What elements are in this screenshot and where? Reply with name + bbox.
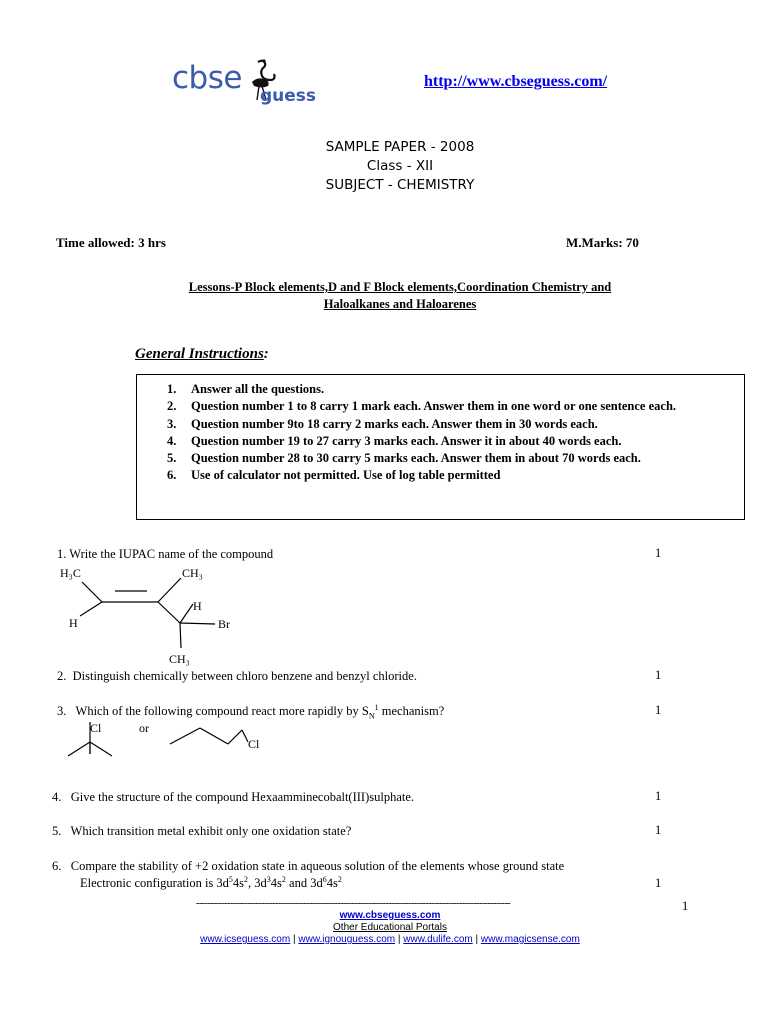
footer-divider: --------------------------------------------------------------------------------------------------------------- — [196, 898, 511, 909]
lessons-line-1: Lessons-P Block elements,D and F Block elements,Coordination Chemistry and — [188, 280, 612, 294]
label-ch3-top: CH₃ — [182, 566, 203, 580]
question-6-mark: 1 — [655, 876, 662, 890]
footer-link-magicsense[interactable]: www.magicsense.com — [480, 934, 580, 945]
instruction-number: 4. — [167, 433, 177, 448]
question-3-mark: 1 — [655, 703, 662, 717]
question-text: Electronic configuration is 3d — [80, 876, 229, 890]
question-text-end: mechanism? — [378, 704, 445, 718]
instruction-number: 6. — [167, 468, 177, 483]
question-4 — [52, 789, 414, 805]
question-6-line-2: Electronic configuration is $3d^54s^2$, $3d^34s^2$ and $3d^64s^2$ — [80, 874, 342, 890]
footer-main-link[interactable]: www.cbseguess.com — [339, 910, 441, 921]
question-number: 4. — [52, 790, 62, 804]
superscript: 1 — [374, 702, 379, 712]
footer — [0, 910, 768, 946]
subscript: N — [368, 711, 375, 721]
max-marks: M.Marks: 70 — [566, 235, 639, 250]
instruction-number: 3. — [167, 416, 177, 431]
question-2 — [57, 668, 417, 684]
question-4-mark: 1 — [655, 789, 662, 803]
question-number: 3. — [57, 704, 67, 718]
instruction-item — [167, 381, 727, 398]
instructions-box — [136, 374, 745, 520]
question-2-mark: 1 — [655, 668, 662, 682]
instruction-number: 2. — [167, 399, 177, 414]
page-number: 1 — [682, 899, 689, 913]
footer-link-icseguess[interactable]: www.icseguess.com — [200, 934, 291, 945]
lessons-line-2: Haloalkanes and Haloarenes — [323, 297, 477, 311]
label-h3c: H₃C — [60, 566, 81, 580]
instruction-text: Question number 9to 18 carry 2 marks each. Answer them in 30 words each. — [191, 416, 598, 431]
instruction-number: 5. — [167, 451, 177, 466]
question-5 — [52, 823, 351, 839]
label-or: or — [139, 721, 149, 735]
question-text: Which transition metal exhibit only one oxidation state? — [70, 824, 352, 838]
title-line-3: SUBJECT - CHEMISTRY — [325, 177, 475, 193]
structure-1-bonds — [80, 578, 215, 648]
general-instructions-label: General Instructions — [135, 346, 264, 362]
footer-link-ignouguess[interactable]: www.ignouguess.com — [298, 934, 396, 945]
label-h-right: H — [193, 599, 202, 613]
question-number: 2. — [57, 669, 67, 683]
instruction-item — [167, 398, 727, 415]
instruction-text: Question number 19 to 27 carry 3 marks each. Answer it in about 40 words each. — [191, 433, 622, 448]
label-ch3-bottom: CH₃ — [169, 652, 190, 666]
instruction-number: 1. — [167, 382, 177, 396]
time-allowed: Time allowed: 3 hrs — [56, 235, 166, 250]
instruction-item — [167, 450, 727, 467]
question-text: Distinguish chemically between chloro benzene and benzyl chloride. — [72, 669, 417, 683]
question-number: 5. — [52, 824, 62, 838]
instructions-list — [167, 381, 727, 485]
footer-links — [0, 934, 768, 946]
instruction-text: Question number 28 to 30 carry 5 marks each. Answer them in about 70 words each. — [191, 451, 641, 466]
footer-separator: | — [292, 934, 296, 945]
site-url-link[interactable]: http://www.cbseguess.com/ — [424, 73, 608, 90]
label-cl-left: Cl — [90, 721, 102, 735]
general-instructions-title: General Instructions: — [135, 346, 269, 362]
question-text: Compare the stability of +2 oxidation state in aqueous solution of the elements whose ground state — [70, 859, 565, 873]
title-line-1: SAMPLE PAPER - 2008 — [325, 139, 475, 155]
label-h-left: H — [69, 616, 78, 630]
structure-3-diagram — [60, 716, 280, 776]
question-text: Which of the following compound react more rapidly by S — [75, 704, 369, 718]
question-5-mark: 1 — [655, 823, 662, 837]
lessons-heading — [120, 279, 680, 313]
question-number: 6. — [52, 859, 62, 873]
instruction-text: Use of calculator not permitted. Use of log table permitted — [191, 468, 501, 483]
question-1-mark: 1 — [655, 546, 662, 560]
question-6 — [52, 858, 564, 874]
footer-link-dulife[interactable]: www.dulife.com — [403, 934, 473, 945]
question-number: 1. — [57, 547, 67, 561]
footer-separator: | — [397, 934, 401, 945]
footer-separator: | — [475, 934, 479, 945]
instruction-item — [167, 467, 727, 484]
instruction-item — [167, 416, 727, 433]
paper-title — [0, 138, 768, 195]
structure-1-diagram — [55, 560, 255, 672]
instruction-text: Answer all the questions. — [191, 382, 325, 396]
instruction-text: Question number 1 to 8 carry 1 mark each. Answer them in one word or one sentence each. — [191, 399, 677, 414]
instruction-item — [167, 433, 727, 450]
logo-text-main: cbse — [172, 60, 242, 96]
footer-portals-label: Other Educational Portals — [333, 922, 447, 933]
label-cl-right: Cl — [248, 737, 260, 751]
question-text: Give the structure of the compound Hexaamminecobalt(III)sulphate. — [70, 790, 415, 804]
logo-text-sub: guess — [260, 86, 317, 106]
title-line-2: Class - XII — [366, 158, 434, 174]
label-br: Br — [218, 617, 230, 631]
question-text: Write the IUPAC name of the compound — [69, 547, 274, 561]
